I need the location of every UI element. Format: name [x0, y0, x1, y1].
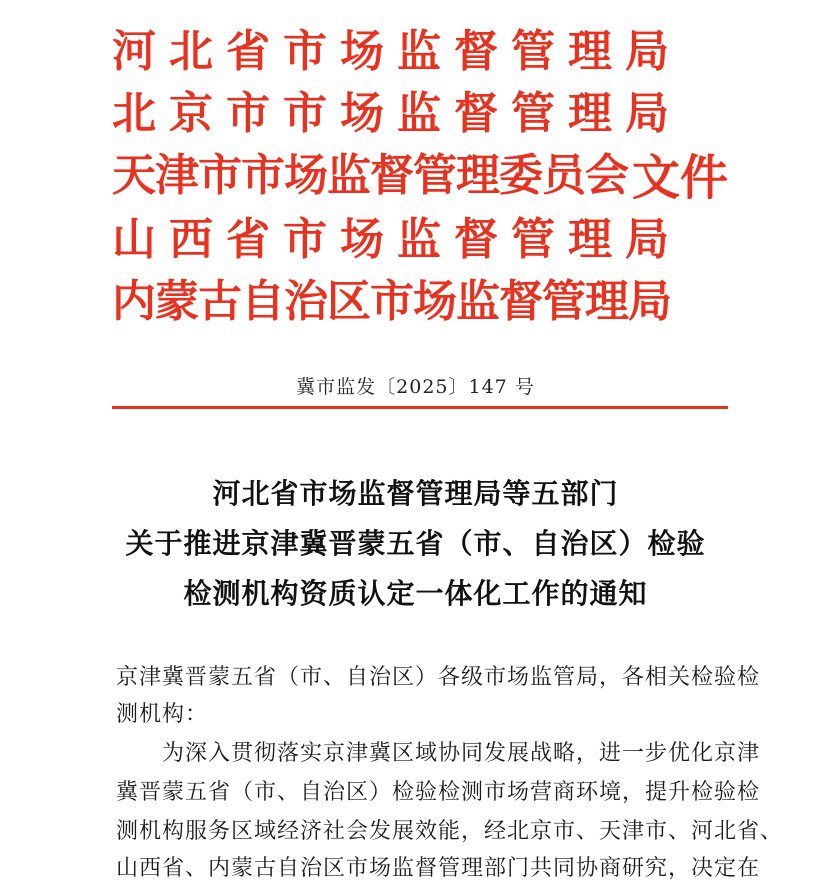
issuer-header: [112, 26, 752, 330]
body-line-4: 冀晋蒙五省（市、自治区）检验检测市场营商环境，提升检验检: [116, 780, 761, 805]
document-suffix: 文件: [632, 150, 729, 206]
body-line-5: 测机构服务区域经济社会发展效能，经北京市、天津市、河北省、: [116, 819, 784, 844]
title-line-1: 河北省市场监督管理局等五部门: [212, 477, 619, 510]
issuer-hebei: 河北省市场监督管理局: [112, 26, 682, 77]
body-line-1: 京津冀晋蒙五省（市、自治区）各级市场监管局，各相关检验检: [116, 665, 761, 690]
issuer-shanxi: 山西省市场监督管理局: [112, 214, 682, 265]
red-divider: [112, 406, 728, 409]
document-number: 冀市监发〔2025〕147 号: [296, 376, 535, 398]
title-line-3: 检测机构资质认定一体化工作的通知: [183, 577, 648, 610]
body-line-2: 测机构：: [116, 702, 209, 727]
issuer-neimenggu: 内蒙古自治区市场监督管理局: [112, 276, 671, 327]
body-line-3: 为深入贯彻落实京津冀区域协同发展战略，进一步优化京津: [116, 741, 761, 766]
issuer-tianjin: 天津市市场监督管理委员会: [112, 150, 628, 201]
title-line-2: 关于推进京津冀晋蒙五省（市、自治区）检验: [125, 527, 706, 560]
issuer-beijing: 北京市市场监督管理局: [112, 88, 682, 139]
body-line-6: 山西省、内蒙古自治区市场监督管理部门共同协商研究，决定在: [116, 856, 761, 881]
